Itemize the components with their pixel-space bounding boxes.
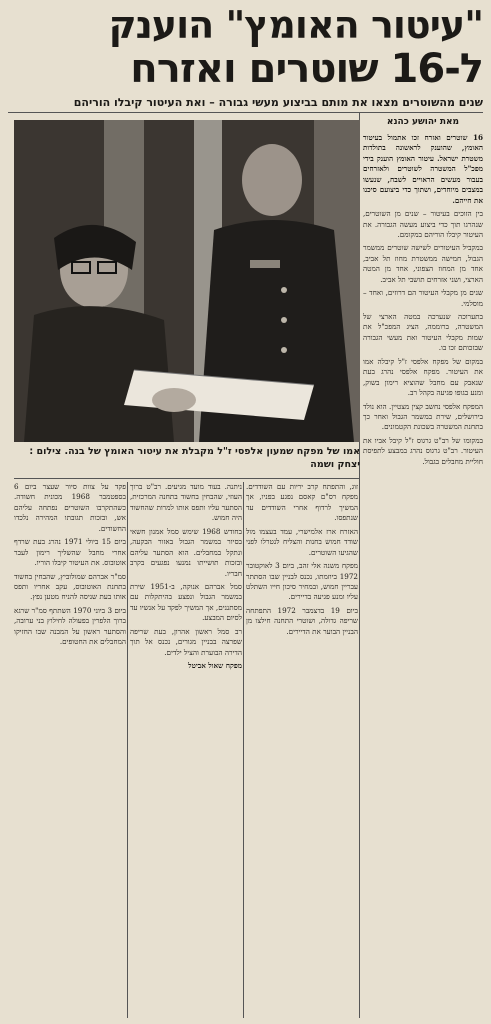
- column-right: [363, 112, 483, 1018]
- headline-line-2: ל-16 שוטרים ואזרח: [130, 45, 483, 92]
- paragraph: במקום של מפקח אלפסי ז"ל קיבלה אמו את העיטור. מפקח אלפסי נהרג בעת שנאבק עם מחבל שהוציא רימון בשוק, ומנע בגופו פגיעה בקהל רב.: [363, 356, 483, 398]
- paragraph: בתערוכה שנערכה במטה הארצי של המשטרה, ברוממה, הציג המפכ"ל את שמות מקבלי העיטור ואת מעשי הגבורה שבזכותם זכו בו.: [363, 312, 483, 353]
- paragraph: האזרח ארז אלמישרי, עמד בעצמו מול שודד חמוש בחנות והצליח לנטרלו לפני שהגיעו השוטרים.: [246, 526, 358, 557]
- paragraph: ביום 3 ביוני 1970 השתתף סמ"ר שרגא ברוך הלפרין בפעולה לחילוץ בני ערובה, והסתער ראשון על המבנה שבו החזיקו המחבלים את החטופים.: [14, 605, 126, 647]
- paragraph: ניתנה. בעוד מועד מגיעים. רב"ט ברוך העוזי, שהבחין בחשוד בתחנה המרכזית, הסתער עליו ותפס אותו למרות שהחשוד היה חמוש.: [130, 482, 242, 523]
- paragraph: סמל אברהם אנוקה, ב-1951 שירת במשמר הגבול ונפצע בהיתקלות עם מסתננים, אך המשיך לפקד על אנשיו עד לסיום המבצע.: [130, 581, 242, 623]
- paragraph: בין הזוכים בעיטור – שנים מן השוטרים, שנהרגו תוך כדי ביצוע מעשה הגבורה. את העיטור קיבלו הוריהם במקומם.: [363, 209, 483, 239]
- paragraph: במקביל העיטורים לשישה שוטרים ממשמר הגבול, חמישה ממשטרת מחוז תל אביב, אחד מן המחוז הצפוני, אחד מן המטה הארצי, ושני אזרחים תושבי תל אביב.: [363, 243, 483, 284]
- article-body: [8, 112, 483, 1018]
- column-b: [130, 482, 242, 1018]
- photo-illustration: [14, 120, 360, 442]
- paragraph: פקד על צוות סיור שעצר ביום 6 בספטמבר 1968 מכונית חשודה. כשהתקרבו השוטרים נפתחה עליהם אש, ובזכות תגובתו המהירה נלכדו החשודים.: [14, 482, 126, 533]
- paragraph: שנים מן מקבלי העיטור הם דרוזים, ואחד – מוסלמי.: [363, 288, 483, 308]
- headline-line-1: "עיטור האומץ" הוענק: [108, 3, 483, 47]
- column-divider: [127, 482, 128, 1018]
- paragraph: המפקח אלפסי נחשב קצין מצטיין. הוא נולד בירושלים, שירת במשמר הגבול ואחר כך בתחנת המשטרה בשכונת הקטמונים.: [363, 401, 483, 432]
- paragraph: מפקח משנה אלי זהב, ביום 3 לאוקטובר 1972 ביוזמתו, נכנס לבניין שבו הסתתר עבריין חמוש, ובמחיר סיכון חייו השתלט עליו ומנע פגיעה בדיירים.: [246, 561, 358, 602]
- byline: מאת יהושע כהנא: [386, 117, 460, 127]
- caption-rule: [14, 478, 360, 479]
- paragraph: במקומו של רב"ט גרגוס ז"ל קיבל אביו את העיטור. רב"ט גרגוס נהרג במבצע לתפיסת חוליית מחבלים בגבול.: [363, 435, 483, 466]
- paragraph: זוג, והתפתח קרב יריות עם השודדים. מפקח רס"ם קאסם נפגע בפניו, אך המשיך לרדוף אחרי השודדים עד שנתפסו.: [246, 482, 358, 523]
- signoff: מפקח שאול אביטל: [188, 661, 242, 670]
- photo-credit: צילום : יצחק ושמה: [29, 446, 360, 470]
- paragraph: ביום 19 בדצמבר 1972 התפתחה שריפה גדולה, ושוטרי התחנה חילצו מן הבניין הבוער את הדיירים.: [246, 605, 358, 636]
- news-photo: [14, 120, 360, 442]
- paragraph: בחודש 1968 שימש סמל אמנון חשאי בסיור במשמר הגבול באזור הבקעה, ונתקל במחבלים. הוא הסתער עליהם ובזכות תושייתו נמנעו נפגעים בקרב חבריו.: [130, 526, 242, 578]
- column-c: [14, 482, 126, 1018]
- paragraph: רב סמל ראשון אהרון, בעת שריפה שפרצה בבניין מגורים, נכנס אל תוך הדירה הבוערת והציל ילדים.: [130, 626, 242, 657]
- column-a: [246, 482, 358, 1018]
- paragraph: ביום 15 ביולי 1971 נהרג בעת שרדף אחרי מחבל שהשליך רימון לעבר אוטובוס. את העיטור קיבלו הוריו.: [14, 537, 126, 568]
- paragraph: סמ"ר אברהם שמולוביץ, שהבחין בחשוד בתחנת האוטובוס, עקב אחריו ותפס אותו בעת שניסה להניח מטען נפץ.: [14, 571, 126, 602]
- caption-text: אמו של מפקח שמעון אלפסי ז"ל מקבלת את עיטור האומץ של בנה.: [64, 446, 360, 457]
- photo-caption: [14, 446, 360, 472]
- subheadline: שנים מהשוטרים מצאו את מותם בביצוע מעשי גבורה – ואת העיטור קיבלו הוריהם: [8, 96, 483, 113]
- lead-paragraph: 16 שוטרים ואזרח זכו אתמול בעיטור האומץ, שהוענק לראשונה בתולדות משטרת ישראל. עיטור האומץ הוענק בידי מפכ"ל המשטרה לשוטרים ולאזרחים בעבור מעשים הראויים לשבח, שנעשו במצבים מיוחדים, ושתוך כדי ביצועם סיכנו את חייהם.: [363, 133, 483, 205]
- column-divider: [243, 482, 244, 1018]
